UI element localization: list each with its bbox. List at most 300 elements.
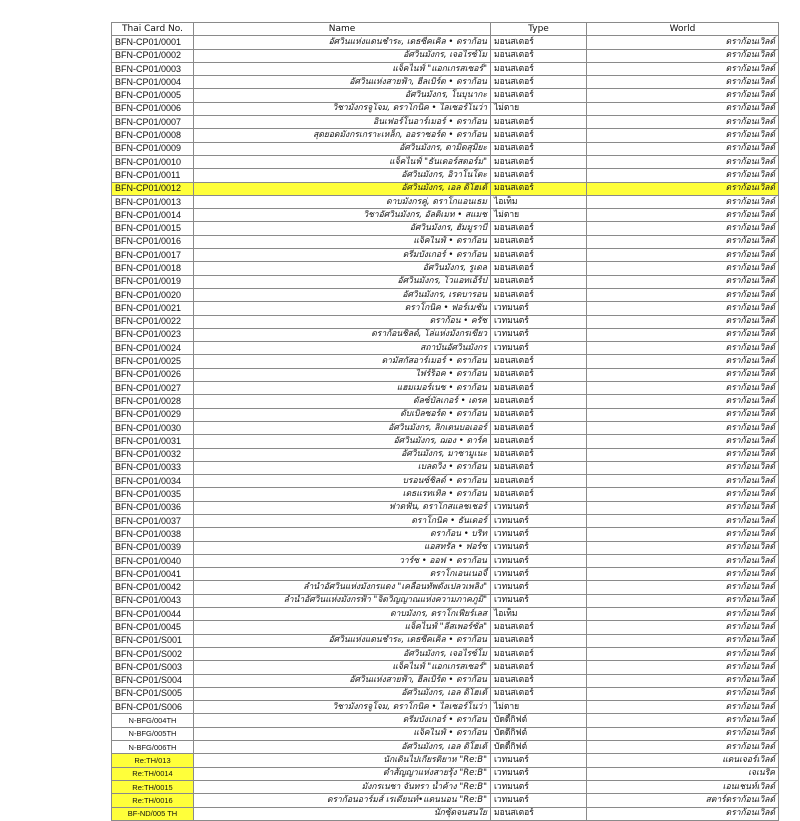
card-world-cell: ดราก้อนเวิลด์ [587,448,779,461]
card-number-cell: BFN-CP01/0024 [112,342,194,355]
table-row [112,594,779,607]
card-number-cell: BFN-CP01/0015 [112,222,194,235]
card-type-cell: มอนสเตอร์ [491,408,587,421]
card-name-cell: ไฟร์ร็อค • ดราก้อน [194,368,491,381]
card-world-cell: ดราก้อนเวิลด์ [587,315,779,328]
card-number-cell: BFN-CP01/0002 [112,49,194,62]
card-world-cell: สตาร์ดราก้อนเวิลด์ [587,794,779,807]
table-row [112,488,779,501]
card-name-cell: ฟาดฟัน, ดราโกสแลชเชอร์ [194,501,491,514]
card-name-cell: ดราก้อน • บริท [194,528,491,541]
card-name-cell: บรอนซ์ชิลด์ • ดราก้อน [194,475,491,488]
card-world-cell: ดราก้อนเวิลด์ [587,328,779,341]
card-type-cell: มอนสเตอร์ [491,395,587,408]
card-world-cell: ดราก้อนเวิลด์ [587,262,779,275]
card-number-cell: BFN-CP01/S006 [112,701,194,714]
card-type-cell: มอนสเตอร์ [491,76,587,89]
card-name-cell: อัศวินมังกร, เจอไรซ์โม [194,49,491,62]
table-row [112,780,779,793]
card-name-cell: สุดยอดมังกรเกราะเหล็ก, ออราซอร์ด • ดราก้อน [194,129,491,142]
table-row [112,741,779,754]
card-type-cell: เวทมนตร์ [491,581,587,594]
card-world-cell: ดราก้อนเวิลด์ [587,382,779,395]
card-number-cell: BFN-CP01/0030 [112,421,194,434]
card-number-cell: BFN-CP01/0011 [112,169,194,182]
card-number-cell: BFN-CP01/0023 [112,328,194,341]
card-type-cell: ไม่ตาย [491,209,587,222]
card-number-cell: BFN-CP01/0014 [112,209,194,222]
table-row [112,235,779,248]
card-type-cell: มอนสเตอร์ [491,116,587,129]
card-name-cell: ดราก้อน • ครัช [194,315,491,328]
card-type-cell: มอนสเตอร์ [491,49,587,62]
card-type-cell: เวทมนตร์ [491,794,587,807]
table-row [112,541,779,554]
card-list-table [111,22,779,821]
card-type-cell: มอนสเตอร์ [491,355,587,368]
table-row [112,754,779,767]
card-name-cell: อัศวินมังกร, ฮัมมูราบี [194,222,491,235]
card-type-cell: มอนสเตอร์ [491,687,587,700]
card-type-cell: มอนสเตอร์ [491,647,587,660]
table-row [112,408,779,421]
card-name-cell: แจ็คไนฟ์ "แอกเกรสเซอร์" [194,62,491,75]
card-type-cell: มอนสเตอร์ [491,674,587,687]
card-number-cell: Re:TH/0015 [112,780,194,793]
card-world-cell: ดราก้อนเวิลด์ [587,647,779,660]
card-number-cell: BFN-CP01/S002 [112,647,194,660]
card-world-cell: ดราก้อนเวิลด์ [587,129,779,142]
card-number-cell: BFN-CP01/0022 [112,315,194,328]
card-type-cell: เวทมนตร์ [491,594,587,607]
card-name-cell: อัศวินมังกร, รูเดล [194,262,491,275]
table-row [112,647,779,660]
card-number-cell: BFN-CP01/0032 [112,448,194,461]
card-type-cell: บัดดี้กิฟต์ [491,714,587,727]
table-row [112,169,779,182]
card-name-cell: อัศวินมังกร, เอล ดิโฮเต้ [194,741,491,754]
card-type-cell: มอนสเตอร์ [491,448,587,461]
card-type-cell: มอนสเตอร์ [491,461,587,474]
card-number-cell: BFN-CP01/0043 [112,594,194,607]
card-world-cell: ดราก้อนเวิลด์ [587,514,779,527]
card-world-cell: ดราก้อนเวิลด์ [587,342,779,355]
table-row [112,222,779,235]
card-world-cell: ดราก้อนเวิลด์ [587,701,779,714]
card-world-cell: ดราก้อนเวิลด์ [587,76,779,89]
header-row [112,23,779,36]
card-world-cell: เอนเชนท์เวิลด์ [587,780,779,793]
card-number-cell: BFN-CP01/0008 [112,129,194,142]
card-type-cell: ไม่ตาย [491,701,587,714]
card-name-cell: แจ็คไนฟ์ "ลีสเพอร์ซั่ล" [194,621,491,634]
card-name-cell: อัศวินแห่งแดนชำระ, เดธซีคเคิล • ดราก้อน [194,634,491,647]
card-name-cell: แจ็คไนฟ์ "ธันเดอร์สตอร์ม" [194,155,491,168]
card-type-cell: เวทมนตร์ [491,568,587,581]
card-number-cell: BFN-CP01/0031 [112,435,194,448]
table-row [112,435,779,448]
card-type-cell: มอนสเตอร์ [491,661,587,674]
card-number-cell: BFN-CP01/S004 [112,674,194,687]
card-type-cell: เวทมนตร์ [491,754,587,767]
table-row [112,661,779,674]
card-name-cell: ดามัสกัสอาร์เมอร์ • ดราก้อน [194,355,491,368]
card-world-cell: ดราก้อนเวิลด์ [587,475,779,488]
card-world-cell: ดราก้อนเวิลด์ [587,528,779,541]
card-world-cell: ดราก้อนเวิลด์ [587,142,779,155]
card-number-cell: BFN-CP01/0034 [112,475,194,488]
card-number-cell: BFN-CP01/0036 [112,501,194,514]
card-type-cell: เวทมนตร์ [491,302,587,315]
table-row [112,634,779,647]
table-row [112,209,779,222]
table-row [112,701,779,714]
card-name-cell: ดับเบิลซอร์ด • ดราก้อน [194,408,491,421]
card-type-cell: มอนสเตอร์ [491,368,587,381]
table-row [112,62,779,75]
card-number-cell: BFN-CP01/0025 [112,355,194,368]
card-world-cell: ดราก้อนเวิลด์ [587,741,779,754]
card-type-cell: มอนสเตอร์ [491,421,587,434]
card-name-cell: อัศวินมังกร, โนบุนากะ [194,89,491,102]
card-name-cell: ดัลซ์บัลเกอร์ • เดรค [194,395,491,408]
table-row [112,382,779,395]
card-number-cell: BFN-CP01/0026 [112,368,194,381]
table-row [112,315,779,328]
card-number-cell: BFN-CP01/0029 [112,408,194,421]
card-type-cell: มอนสเตอร์ [491,62,587,75]
card-world-cell: ดราก้อนเวิลด์ [587,116,779,129]
card-number-cell: BFN-CP01/S003 [112,661,194,674]
card-world-cell: ดราก้อนเวิลด์ [587,594,779,607]
card-type-cell: เวทมนตร์ [491,315,587,328]
table-row [112,355,779,368]
card-number-cell: BFN-CP01/0028 [112,395,194,408]
table-row [112,514,779,527]
card-world-cell: ดราก้อนเวิลด์ [587,408,779,421]
card-number-cell: BFN-CP01/0006 [112,102,194,115]
table-row [112,249,779,262]
table-row [112,501,779,514]
table-row [112,89,779,102]
table-row [112,714,779,727]
card-number-cell: BFN-CP01/0042 [112,581,194,594]
card-name-cell: ลำนำอัศวินแห่งมังกรฟ้า "จิตวิญญาณแห่งความภาคภูมิ" [194,594,491,607]
card-type-cell: มอนสเตอร์ [491,475,587,488]
card-name-cell: ดราก้อนชิลด์, โล่แห่งมังกรเขียว [194,328,491,341]
card-name-cell: อินเฟอร์โนอาร์เมอร์ • ดราก้อน [194,116,491,129]
card-type-cell: เวทมนตร์ [491,328,587,341]
card-type-cell: มอนสเตอร์ [491,235,587,248]
card-world-cell: ดราก้อนเวิลด์ [587,49,779,62]
card-world-cell: ดราก้อนเวิลด์ [587,714,779,727]
card-world-cell: ดราก้อนเวิลด์ [587,634,779,647]
card-type-cell: เวทมนตร์ [491,767,587,780]
table-row [112,727,779,740]
card-world-cell: ดราก้อนเวิลด์ [587,209,779,222]
table-row [112,608,779,621]
card-type-cell: มอนสเตอร์ [491,435,587,448]
table-row [112,421,779,434]
card-world-cell: ดราก้อนเวิลด์ [587,89,779,102]
card-type-cell: มอนสเตอร์ [491,89,587,102]
card-name-cell: ดาบมังกรคู่, ดราโกแอนเธม [194,195,491,208]
card-type-cell: ไอเท็ม [491,195,587,208]
card-world-cell: ดราก้อนเวิลด์ [587,368,779,381]
card-world-cell: ดราก้อนเวิลด์ [587,235,779,248]
card-world-cell: ดราก้อนเวิลด์ [587,554,779,567]
card-name-cell: แจ็คไนฟ์ • ดราก้อน [194,235,491,248]
card-type-cell: มอนสเตอร์ [491,249,587,262]
card-name-cell: สถาบันอัศวินมังกร [194,342,491,355]
card-name-cell: เบลดวิง • ดราก้อน [194,461,491,474]
card-world-cell: ดราก้อนเวิลด์ [587,195,779,208]
card-world-cell: ดราก้อนเวิลด์ [587,249,779,262]
card-type-cell: เวทมนตร์ [491,342,587,355]
card-number-cell: BFN-CP01/0007 [112,116,194,129]
card-number-cell: BFN-CP01/0019 [112,275,194,288]
table-row [112,76,779,89]
card-world-cell: ดราก้อนเวิลด์ [587,421,779,434]
card-world-cell: ดราก้อนเวิลด์ [587,222,779,235]
card-number-cell: BFN-CP01/0005 [112,89,194,102]
card-type-cell: เวทมนตร์ [491,554,587,567]
card-number-cell: Re:TH/0016 [112,794,194,807]
card-name-cell: วิชามังกรจูโจม, ดราโกนิค • ไลเซอร์โนว่า [194,701,491,714]
card-name-cell: ดราโกนิค • ธันเดอร์ [194,514,491,527]
card-number-cell: BFN-CP01/0009 [112,142,194,155]
table-row [112,687,779,700]
card-world-cell: ดราก้อนเวิลด์ [587,155,779,168]
card-world-cell: ดราก้อนเวิลด์ [587,395,779,408]
card-number-cell: BFN-CP01/0020 [112,288,194,301]
card-type-cell: บัดดี้กิฟต์ [491,741,587,754]
card-type-cell: มอนสเตอร์ [491,169,587,182]
card-number-cell: BFN-CP01/0010 [112,155,194,168]
card-world-cell: ดราก้อนเวิลด์ [587,461,779,474]
card-world-cell: ดราก้อนเวิลด์ [587,621,779,634]
card-type-cell: เวทมนตร์ [491,528,587,541]
table-row [112,275,779,288]
card-type-cell: มอนสเตอร์ [491,382,587,395]
table-row [112,195,779,208]
card-type-cell: มอนสเตอร์ [491,129,587,142]
card-number-cell: BFN-CP01/0004 [112,76,194,89]
card-name-cell: อัศวินแห่งสายฟ้า, ฮีลเบิร์ต • ดราก้อน [194,674,491,687]
table-row [112,767,779,780]
header-card-no: Thai Card No. [112,23,194,36]
table-row [112,395,779,408]
card-type-cell: มอนสเตอร์ [491,155,587,168]
table-row [112,288,779,301]
card-name-cell: อัศวินแห่งสายฟ้า, ฮีลเบิร์ต • ดราก้อน [194,76,491,89]
card-name-cell: วาร์ซ • ออฟ • ดราก้อน [194,554,491,567]
card-world-cell: ดราก้อนเวิลด์ [587,62,779,75]
card-name-cell: นักซุ้ดจนสนใย [194,807,491,820]
card-world-cell: ดราก้อนเวิลด์ [587,355,779,368]
card-name-cell: แจ็คไนฟ์ • ดราก้อน [194,727,491,740]
card-world-cell: ดราก้อนเวิลด์ [587,674,779,687]
header-name: Name [194,23,491,36]
table-row [112,807,779,820]
table-row [112,581,779,594]
card-number-cell: BFN-CP01/0038 [112,528,194,541]
card-name-cell: อัศวินมังกร, เอล ดิโฮเต้ [194,182,491,195]
card-number-cell: BFN-CP01/0039 [112,541,194,554]
card-world-cell: ดราก้อนเวิลด์ [587,435,779,448]
card-number-cell: BFN-CP01/0003 [112,62,194,75]
card-world-cell: ดราก้อนเวิลด์ [587,568,779,581]
card-number-cell: BFN-CP01/0037 [112,514,194,527]
card-type-cell: มอนสเตอร์ [491,288,587,301]
card-type-cell: มอนสเตอร์ [491,142,587,155]
card-type-cell: มอนสเตอร์ [491,488,587,501]
card-name-cell: ดราโกนิค • ฟอร์เมชั่น [194,302,491,315]
card-type-cell: เวทมนตร์ [491,541,587,554]
card-type-cell: มอนสเตอร์ [491,222,587,235]
card-world-cell: ดราก้อนเวิลด์ [587,608,779,621]
card-name-cell: อัศวินมังกร, มาซามูเนะ [194,448,491,461]
card-type-cell: มอนสเตอร์ [491,807,587,820]
card-name-cell: ตำส้ญญาแห่งสายรุ้ง "Re:B" [194,767,491,780]
table-row [112,49,779,62]
card-world-cell: ดราก้อนเวิลด์ [587,275,779,288]
card-world-cell: ดราก้อนเวิลด์ [587,36,779,49]
card-name-cell: อัศวินมังกร, ลิกเตนบอเออร์ [194,421,491,434]
table-row [112,342,779,355]
card-name-cell: อัศวินมังกร, เจอไรซ์โม [194,647,491,660]
table-row [112,794,779,807]
card-name-cell: วิชามังกรจูโจม, ดราโกนิค • ไลเซอร์โนว่า [194,102,491,115]
card-number-cell: BFN-CP01/0044 [112,608,194,621]
table-row [112,262,779,275]
table-row [112,302,779,315]
card-name-cell: ดรีมบังเกอร์ • ดราก้อน [194,249,491,262]
card-number-cell: BFN-CP01/0033 [112,461,194,474]
card-number-cell: BFN-CP01/0016 [112,235,194,248]
card-number-cell: BFN-CP01/S001 [112,634,194,647]
card-world-cell: ดราก้อนเวิลด์ [587,541,779,554]
table-row [112,554,779,567]
card-type-cell: มอนสเตอร์ [491,634,587,647]
card-world-cell: ดราก้อนเวิลด์ [587,727,779,740]
card-name-cell: อัศวินมังกร, ฌอง • ดาร์ค [194,435,491,448]
card-type-cell: มอนสเตอร์ [491,262,587,275]
card-name-cell: มังกรเนซา จันทรา น้ำค้าง "Re:B" [194,780,491,793]
card-number-cell: BFN-CP01/0001 [112,36,194,49]
card-name-cell: ดรีมบังเกอร์ • ดราก้อน [194,714,491,727]
card-type-cell: บัดดี้กิฟต์ [491,727,587,740]
card-world-cell: ดราก้อนเวิลด์ [587,807,779,820]
card-world-cell: ดราก้อนเวิลด์ [587,501,779,514]
card-number-cell: BFN-CP01/0018 [112,262,194,275]
card-world-cell: ดราก้อนเวิลด์ [587,661,779,674]
card-world-cell: เจเนริค [587,767,779,780]
card-number-cell: BFN-CP01/0021 [112,302,194,315]
table-row [112,36,779,49]
card-type-cell: มอนสเตอร์ [491,275,587,288]
card-type-cell: เวทมนตร์ [491,501,587,514]
table-row [112,461,779,474]
card-name-cell: แอสทรัล • ฟอร์ซ [194,541,491,554]
table-row [112,328,779,341]
card-number-cell: Re:TH/013 [112,754,194,767]
card-name-cell: อัศวินมังกร, เอล ดิโฮเต้ [194,687,491,700]
card-type-cell: ไม่ตาย [491,102,587,115]
card-world-cell: ดราก้อนเวิลด์ [587,581,779,594]
card-name-cell: อัศวินมังกร, อิวาโนโตะ [194,169,491,182]
card-name-cell: นักเดินไปเกียรติยาห "Re:B" [194,754,491,767]
table-row [112,116,779,129]
card-name-cell: ลำนำอัศวินแห่งมังกรแดง "เคลื่อนทัพดั่งเปลวเพลิง" [194,581,491,594]
table-row [112,448,779,461]
card-world-cell: ดราก้อนเวิลด์ [587,488,779,501]
card-world-cell: ดราก้อนเวิลด์ [587,182,779,195]
card-number-cell: BFN-CP01/0017 [112,249,194,262]
card-number-cell: BF-ND/005 TH [112,807,194,820]
card-type-cell: ไอเท็ม [491,608,587,621]
card-number-cell: BFN-CP01/0035 [112,488,194,501]
header-type: Type [491,23,587,36]
card-type-cell: มอนสเตอร์ [491,182,587,195]
card-world-cell: ดราก้อนเวิลด์ [587,102,779,115]
card-world-cell: ดราก้อนเวิลด์ [587,288,779,301]
card-world-cell: ดราก้อนเวิลด์ [587,169,779,182]
table-row [112,674,779,687]
card-number-cell: N-BFG/004TH [112,714,194,727]
card-world-cell: ดราก้อนเวิลด์ [587,687,779,700]
card-number-cell: BFN-CP01/0041 [112,568,194,581]
card-number-cell: BFN-CP01/0045 [112,621,194,634]
card-name-cell: อัศวินมังกร, เรดบารอน [194,288,491,301]
table-row [112,182,779,195]
table-row [112,475,779,488]
card-type-cell: เวทมนตร์ [491,780,587,793]
table-row [112,621,779,634]
card-number-cell: Re:TH/0014 [112,767,194,780]
card-number-cell: N-BFG/005TH [112,727,194,740]
card-number-cell: BFN-CP01/0012 [112,182,194,195]
table-row [112,129,779,142]
card-name-cell: แจ็คไนฟ์ "แอกเกรสเซอร์" [194,661,491,674]
card-name-cell: แฮมเมอร์เนซ • ดราก้อน [194,382,491,395]
table-row [112,528,779,541]
table-row [112,155,779,168]
header-world: World [587,23,779,36]
table-row [112,102,779,115]
card-number-cell: BFN-CP01/S005 [112,687,194,700]
table-row [112,368,779,381]
card-name-cell: อัศวินมังกร, โวแอทเอ้ร์ป [194,275,491,288]
card-number-cell: N-BFG/006TH [112,741,194,754]
card-number-cell: BFN-CP01/0027 [112,382,194,395]
card-name-cell: ดราโกเอนเนอจี้ [194,568,491,581]
table-row [112,142,779,155]
card-name-cell: วิชาอัศวินมังกร, อัลติเมท • สแมช [194,209,491,222]
card-name-cell: อัศวินแห่งแดนชำระ, เดธซีคเคิล • ดราก้อน [194,36,491,49]
card-type-cell: เวทมนตร์ [491,514,587,527]
card-type-cell: มอนสเตอร์ [491,36,587,49]
card-name-cell: อัศวินมังกร, ดามิดสุมิยะ [194,142,491,155]
card-world-cell: ดราก้อนเวิลด์ [587,302,779,315]
table-row [112,568,779,581]
card-type-cell: มอนสเตอร์ [491,621,587,634]
card-number-cell: BFN-CP01/0013 [112,195,194,208]
card-name-cell: เดธแรทเทิล • ดราก้อน [194,488,491,501]
card-name-cell: ดาบมังกร, ดราโกเฟียร์เลส [194,608,491,621]
card-number-cell: BFN-CP01/0040 [112,554,194,567]
card-world-cell: แดนเจอร์เวิลด์ [587,754,779,767]
